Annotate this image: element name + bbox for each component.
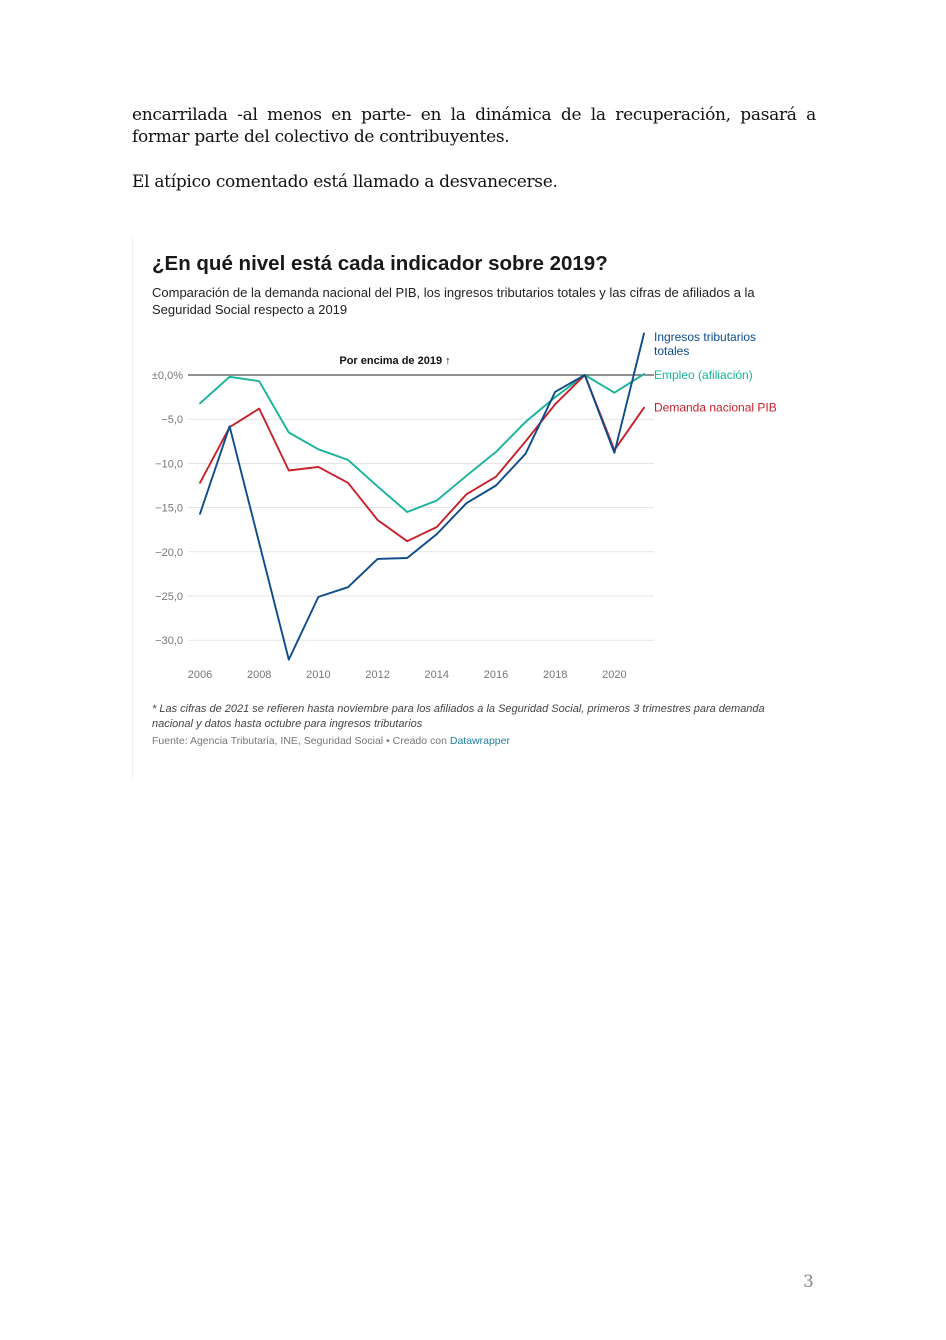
y-tick-label: −30,0 — [155, 635, 183, 648]
x-tick-label: 2008 — [246, 669, 272, 681]
y-tick-label: −15,0 — [155, 502, 183, 515]
chart-footnote: * Las cifras de 2021 se refieren hasta noviembre para los afiliados a la Seguridad Social, primeros 3 trimestres para demanda nacional y datos hasta octubre para ingresos tributarios — [152, 703, 765, 730]
x-tick-label: 2010 — [306, 669, 331, 681]
series-line — [200, 375, 644, 541]
y-tick-label: −10,0 — [155, 458, 183, 471]
annotation-above-2019: Por encima de 2019 ↑ — [339, 355, 451, 367]
datawrapper-link[interactable]: Datawrapper — [449, 735, 510, 747]
x-tick-label: 2020 — [602, 669, 627, 681]
series-label: Ingresos tributarios — [654, 330, 757, 344]
x-axis-ticks — [188, 669, 627, 681]
series-label: totales — [654, 344, 690, 358]
y-axis-ticks — [152, 370, 183, 647]
y-tick-label: ±0,0% — [151, 370, 183, 382]
line-chart — [132, 320, 816, 690]
x-tick-label: 2012 — [365, 669, 390, 681]
series-line — [200, 374, 644, 512]
chart-title: ¿En qué nivel está cada indicador sobre 2019? — [152, 252, 608, 275]
chart-subtitle: Comparación de la demanda nacional del PIB, los ingresos tributarios totales y las cifras de afiliados a la Seguridad Social respecto a 2019 — [152, 285, 755, 317]
series-label: Empleo (afiliación) — [654, 368, 753, 382]
x-tick-label: 2018 — [542, 669, 568, 681]
y-tick-label: −25,0 — [155, 591, 183, 603]
source-text: Fuente: Agencia Tributaria, INE, Seguridad Social • Creado con — [152, 735, 450, 747]
y-tick-label: −20,0 — [155, 546, 183, 559]
x-tick-label: 2006 — [187, 669, 213, 681]
series-label: Demanda nacional PIB — [654, 400, 777, 415]
y-tick-label: −5,0 — [161, 414, 183, 427]
body-paragraph-2: El atípico comentado está llamado a desvanecerse. — [132, 172, 558, 192]
series-labels — [654, 330, 777, 415]
page-number: 3 — [803, 1272, 814, 1292]
gridlines — [188, 419, 654, 640]
series-lines — [200, 334, 644, 660]
body-paragraph-1: encarrilada -al menos en parte- en la dinámica de la recuperación, pasará a formar parte del colectivo de contribuyentes. — [132, 105, 816, 147]
x-tick-label: 2016 — [483, 669, 509, 681]
x-tick-label: 2014 — [424, 669, 450, 681]
chart-source — [152, 735, 510, 747]
